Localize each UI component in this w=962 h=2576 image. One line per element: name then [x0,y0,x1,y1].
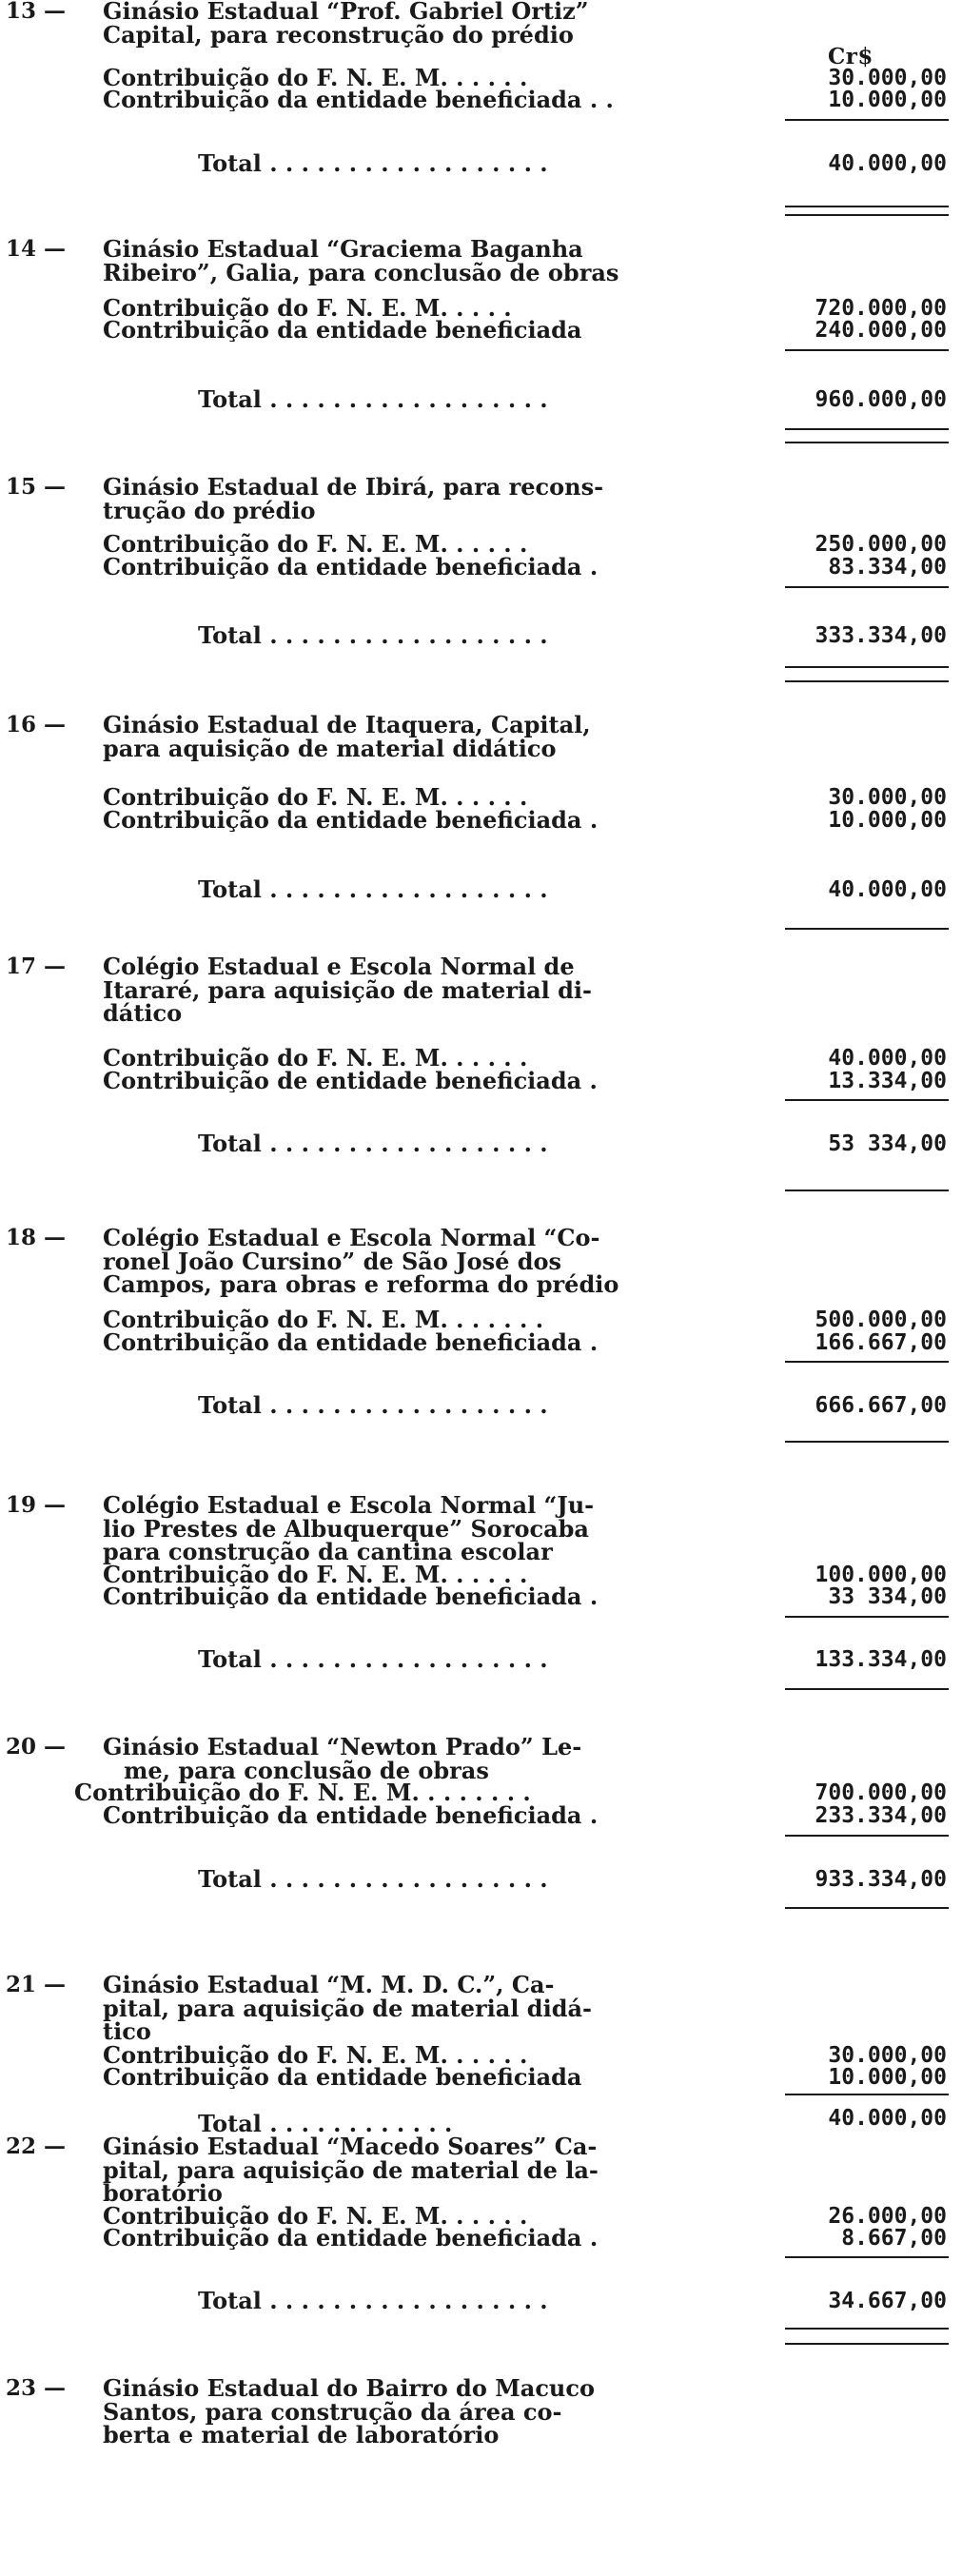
contribution-entity-value: 13.334,00 [828,1069,947,1093]
contribution-entity-label: Contribuição da entidade beneficiada . [103,2227,599,2250]
description-line: Ginásio Estadual “Macedo Soares” Ca- [103,2133,598,2160]
contribution-fnem-value: 30.000,00 [828,2043,947,2068]
total-label: Total . . . . . . . . . . . . . . . . . . [198,152,548,175]
total-label: Total . . . . . . . . . . . . . . . . . . [198,624,548,647]
subtotal-rule [785,586,949,588]
description-line: para aquisição de material didático [103,734,557,762]
contribution-fnem-value: 100.000,00 [815,1563,947,1587]
entry-description [103,2374,759,2448]
contribution-fnem-value: 30.000,00 [828,66,947,90]
contribution-fnem-value: 26.000,00 [828,2204,947,2229]
description-line: dático [103,999,183,1027]
total-rule [785,428,949,430]
contribution-entity-label: Contribuição da entidade beneficiada . . [103,88,614,111]
description-line: Campos, para obras e reforma do prédio [103,1270,619,1298]
contribution-fnem-value: 250.000,00 [815,532,947,557]
total-double-rule [785,442,949,443]
entry-number: 14 — [6,236,67,262]
total-rule [785,1441,949,1443]
subtotal-rule [785,2094,949,2095]
entry-description [103,1733,759,1784]
entry-number: 15 — [6,474,67,500]
description-line: Colégio Estadual e Escola Normal de [103,953,575,980]
entry-number: 16 — [6,712,67,737]
contribution-fnem-label: Contribuição do F. N. E. M. . . . . . [103,2205,528,2228]
description-line: Itararé, para aquisição de material di- [103,975,592,1004]
contribution-entity-value: 83.334,00 [828,555,947,580]
entry-number: 21 — [6,1972,67,1997]
contribution-entity-label: Contribuição da entidade beneficiada . [103,1804,599,1827]
contribution-entity-label: Contribuição da entidade beneficiada [103,319,582,342]
entry-description [103,711,759,762]
description-line: Colégio Estadual e Escola Normal “Co- [103,1224,600,1251]
contribution-entity-value: 240.000,00 [815,318,947,343]
total-value: 133.334,00 [815,1647,947,1672]
entry-description [103,955,759,1026]
entry-description [103,0,759,47]
description-line: berta e material de laboratório [103,2421,500,2448]
total-value: 53 334,00 [828,1131,947,1156]
total-label: Total . . . . . . . . . . . . . . . . . . [198,388,548,411]
entry-number: 19 — [6,1492,67,1518]
entry-description [103,1971,759,2045]
total-value: 40.000,00 [828,151,947,176]
contribution-fnem-label: Contribuição do F. N. E. M. . . . . . [103,2044,528,2067]
description-line: boratório [103,2179,223,2207]
contribution-entity-label: Contribuição de entidade beneficiada . [103,1070,598,1092]
contribution-entity-label: Contribuição da entidade beneficiada . [103,1585,599,1608]
contribution-fnem-label: Contribuição do F. N. E. M. . . . . . [103,786,528,809]
contribution-entity-value: 8.667,00 [841,2226,947,2251]
entry-number: 13 — [6,0,67,24]
contribution-entity-value: 10.000,00 [828,2065,947,2090]
total-value: 960.000,00 [815,387,947,412]
contribution-entity-value: 233.334,00 [815,1803,947,1828]
description-line: tico [103,2017,151,2045]
contribution-fnem-label: Contribuição do F. N. E. M. . . . . . [103,533,528,556]
entry-description [103,2135,759,2206]
description-line: Ginásio Estadual de Itaquera, Capital, [103,711,591,738]
total-value: 333.334,00 [815,623,947,648]
subtotal-rule [785,1099,949,1101]
subtotal-rule [785,1616,949,1618]
currency-header: Cr$ [828,44,874,69]
subtotal-rule [785,1361,949,1363]
description-line: lio Prestes de Albuquerque” Sorocaba [103,1514,589,1543]
contribution-entity-label: Contribuição da entidade beneficiada . [103,1331,599,1354]
entry-number: 17 — [6,954,67,979]
contribution-fnem-value: 500.000,00 [815,1308,947,1332]
contribution-fnem-label: Contribuição do F. N. E. M. . . . . . . [103,1308,544,1331]
contribution-entity-label: Contribuição da entidade beneficiada [103,2066,582,2089]
entry-description [103,1491,759,1565]
total-rule [785,2328,949,2330]
contribution-fnem-label: Contribuição do F. N. E. M. . . . . . . . [74,1781,531,1804]
total-rule [785,928,949,930]
contribution-fnem-label: Contribuição do F. N. E. M. . . . . [103,297,512,320]
total-value: 34.667,00 [828,2289,947,2313]
subtotal-rule [785,2256,949,2258]
contribution-fnem-label: Contribuição do F. N. E. M. . . . . . [103,1563,528,1586]
contribution-fnem-value: 40.000,00 [828,1046,947,1071]
description-line: ronel João Cursino” de São José dos [103,1247,562,1275]
total-label: Total . . . . . . . . . . . . . . . . . . [198,1132,548,1155]
entry-number: 23 — [6,2375,67,2401]
total-label: Total . . . . . . . . . . . . . . . . . . [198,1648,548,1671]
subtotal-rule [785,1835,949,1837]
total-double-rule [785,2343,949,2345]
description-line: Ginásio Estadual “Prof. Gabriel Ortiz” [103,0,589,25]
description-line: Capital, para reconstrução do prédio [103,20,574,49]
entry-description [103,1224,759,1298]
total-rule [785,1907,949,1909]
contribution-entity-value: 33 334,00 [828,1584,947,1609]
description-line: Santos, para construção da área co- [103,2397,562,2426]
description-line: trução do prédio [103,496,316,524]
description-line: Ginásio Estadual de Ibirá, para recons- [103,473,604,501]
contribution-fnem-label: Contribuição do F. N. E. M. . . . . . [103,67,528,89]
description-line: Ginásio Estadual “Newton Prado” Le- [103,1733,582,1760]
entry-number: 18 — [6,1225,67,1250]
entry-number: 22 — [6,2134,67,2159]
contribution-fnem-value: 700.000,00 [815,1780,947,1805]
contribution-entity-value: 10.000,00 [828,808,947,833]
contribution-entity-label: Contribuição da entidade beneficiada . [103,556,599,579]
subtotal-rule [785,119,949,121]
total-value: 666.667,00 [815,1393,947,1418]
total-label: Total . . . . . . . . . . . . . . . . . . [198,878,548,901]
entry-description [103,473,759,524]
total-double-rule [785,680,949,682]
total-rule [785,1190,949,1191]
description-line: Ribeiro”, Galia, para conclusão de obras [103,258,619,286]
contribution-entity-label: Contribuição da entidade beneficiada . [103,809,599,832]
description-line: Ginásio Estadual “M. M. D. C.”, Ca- [103,1971,555,1998]
description-line: Ginásio Estadual “Graciema Baganha [103,235,583,263]
entry-number: 20 — [6,1734,67,1760]
entry-description [103,235,759,286]
total-rule [785,1688,949,1690]
contribution-entity-value: 166.667,00 [815,1330,947,1355]
contribution-fnem-value: 720.000,00 [815,296,947,321]
description-line: pital, para aquisição de material didá- [103,1994,592,2022]
total-label: Total . . . . . . . . . . . . [198,2113,453,2135]
description-line: me, para conclusão de obras [124,1756,489,1784]
subtotal-rule [785,349,949,351]
total-rule [785,206,949,207]
description-line: Colégio Estadual e Escola Normal “Ju- [103,1491,595,1519]
total-label: Total . . . . . . . . . . . . . . . . . . [198,1394,548,1417]
total-value: 40.000,00 [828,2106,947,2131]
description-line: para construção da cantina escolar [103,1538,553,1565]
description-line: pital, para aquisição de material de la- [103,2155,599,2184]
total-value: 40.000,00 [828,877,947,902]
total-rule [785,666,949,668]
total-value: 933.334,00 [815,1867,947,1892]
total-label: Total . . . . . . . . . . . . . . . . . . [198,1868,548,1891]
total-double-rule [785,214,949,216]
contribution-entity-value: 10.000,00 [828,88,947,112]
contribution-fnem-value: 30.000,00 [828,785,947,810]
total-label: Total . . . . . . . . . . . . . . . . . . [198,2290,548,2312]
contribution-fnem-label: Contribuição do F. N. E. M. . . . . . [103,1047,528,1070]
description-line: Ginásio Estadual do Bairro do Macuco [103,2374,595,2402]
